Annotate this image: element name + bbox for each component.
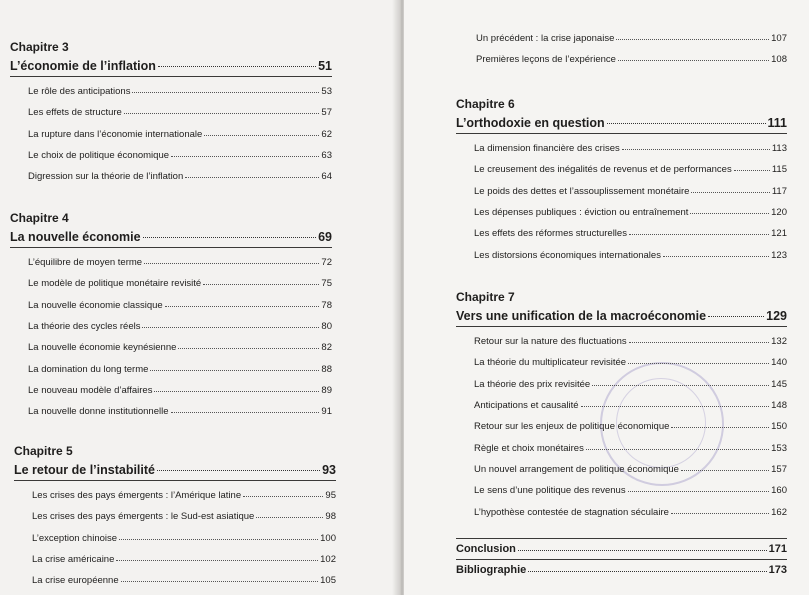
left-page bbox=[0, 0, 400, 595]
entry-title: La théorie des cycles réels bbox=[28, 321, 141, 333]
entry-page: 105 bbox=[320, 575, 336, 587]
chapter-title: Vers une unification de la macroéconomie bbox=[456, 309, 707, 323]
entry-title: Les crises des pays émergents : le Sud-est asiatique bbox=[32, 511, 255, 523]
toc-entry[interactable] bbox=[456, 181, 787, 202]
dot-leaders bbox=[144, 263, 319, 264]
entry-title: La crise européenne bbox=[32, 575, 119, 587]
entry-title: Retour sur la nature des fluctuations bbox=[474, 336, 627, 348]
entry-page: 148 bbox=[771, 400, 787, 412]
dot-leaders bbox=[204, 135, 319, 136]
bibliographie-row[interactable] bbox=[456, 560, 787, 580]
entry-title: Les effets de structure bbox=[28, 107, 122, 119]
entry-page: 153 bbox=[771, 442, 787, 454]
entry-page: 132 bbox=[771, 336, 787, 348]
dot-leaders bbox=[671, 513, 769, 514]
toc-entry[interactable] bbox=[456, 223, 787, 244]
dot-leaders bbox=[592, 385, 769, 386]
entry-page: 107 bbox=[771, 33, 787, 45]
dot-leaders bbox=[124, 113, 320, 114]
entry-title: Le modèle de politique monétaire revisité bbox=[28, 278, 202, 290]
dot-leaders bbox=[618, 60, 769, 61]
toc-entry[interactable] bbox=[456, 459, 787, 480]
dot-leaders bbox=[691, 192, 769, 193]
toc-entry[interactable] bbox=[456, 331, 787, 352]
entry-title: L’équilibre de moyen terme bbox=[28, 257, 143, 269]
dot-leaders bbox=[143, 237, 317, 238]
toc-entry[interactable] bbox=[456, 352, 787, 373]
dot-leaders bbox=[256, 517, 323, 518]
chapter-page: 69 bbox=[318, 230, 332, 244]
entry-title: La nouvelle donne institutionnelle bbox=[28, 406, 169, 418]
entry-title: La nouvelle économie keynésienne bbox=[28, 342, 177, 354]
toc-entry[interactable] bbox=[14, 485, 336, 506]
toc-entry[interactable] bbox=[456, 28, 787, 49]
dot-leaders bbox=[116, 560, 318, 561]
toc-entry[interactable] bbox=[10, 401, 332, 422]
entry-page: 95 bbox=[325, 490, 336, 502]
entry-page: 75 bbox=[321, 278, 332, 290]
entry-title: Premières leçons de l’expérience bbox=[476, 54, 616, 66]
dot-leaders bbox=[616, 39, 769, 40]
toc-entry[interactable] bbox=[456, 49, 787, 70]
chapter-title-row[interactable] bbox=[10, 59, 332, 76]
entry-page: 53 bbox=[321, 86, 332, 98]
chapter-title-row[interactable] bbox=[14, 463, 336, 480]
toc-entry[interactable] bbox=[456, 480, 787, 501]
entry-page: 121 bbox=[771, 228, 787, 240]
conclusion-page: 171 bbox=[768, 543, 787, 555]
dot-leaders bbox=[171, 412, 320, 413]
conclusion-row[interactable] bbox=[456, 539, 787, 559]
toc-entry[interactable] bbox=[10, 316, 332, 337]
entry-page: 157 bbox=[771, 463, 787, 475]
entry-title: Le choix de politique économique bbox=[28, 150, 170, 162]
dot-leaders bbox=[528, 571, 766, 572]
dot-leaders bbox=[158, 66, 316, 67]
entry-title: L’hypothèse contestée de stagnation séculaire bbox=[474, 506, 669, 518]
toc-entry[interactable] bbox=[456, 501, 787, 522]
dot-leaders bbox=[119, 539, 318, 540]
toc-entry[interactable] bbox=[14, 570, 336, 591]
conclusion-title: Conclusion bbox=[456, 543, 516, 555]
entry-page: 140 bbox=[771, 357, 787, 369]
entry-page: 78 bbox=[321, 299, 332, 311]
chapter-4 bbox=[10, 211, 332, 422]
toc-entry[interactable] bbox=[456, 244, 787, 265]
entry-page: 102 bbox=[320, 554, 336, 566]
toc-entry[interactable] bbox=[456, 138, 787, 159]
dot-leaders bbox=[681, 470, 769, 471]
toc-entry[interactable] bbox=[14, 528, 336, 549]
dot-leaders bbox=[121, 581, 319, 582]
chapter-title: La nouvelle économie bbox=[10, 230, 141, 244]
dot-leaders bbox=[165, 306, 320, 307]
entry-title: La crise américaine bbox=[32, 554, 115, 566]
dot-leaders bbox=[243, 496, 323, 497]
dot-leaders bbox=[690, 213, 769, 214]
toc-entry[interactable] bbox=[14, 506, 336, 527]
dot-leaders bbox=[607, 123, 766, 124]
entry-title: La théorie des prix revisitée bbox=[474, 378, 591, 390]
dot-leaders bbox=[171, 156, 319, 157]
dot-leaders bbox=[708, 316, 764, 317]
entry-page: 113 bbox=[771, 143, 787, 155]
toc-entry[interactable] bbox=[10, 166, 332, 187]
entry-page: 89 bbox=[321, 384, 332, 396]
toc-entry[interactable] bbox=[456, 374, 787, 395]
entry-page: 150 bbox=[771, 421, 787, 433]
entry-page: 145 bbox=[771, 378, 787, 390]
chapter-5 bbox=[14, 444, 336, 591]
entry-title: Les distorsions économiques internationales bbox=[474, 249, 661, 261]
entry-title: Un précédent : la crise japonaise bbox=[476, 33, 615, 45]
chapter-title: L’orthodoxie en question bbox=[456, 116, 605, 130]
dot-leaders bbox=[629, 234, 769, 235]
entry-page: 117 bbox=[771, 185, 787, 197]
entry-page: 115 bbox=[771, 164, 787, 176]
chapter-3 bbox=[10, 40, 332, 187]
entry-title: La théorie du multiplicateur revisitée bbox=[474, 357, 627, 369]
entry-page: 120 bbox=[771, 207, 787, 219]
entry-title: Un nouvel arrangement de politique économique bbox=[474, 463, 679, 475]
chapter-label: Chapitre 3 bbox=[10, 40, 69, 54]
chapter-page: 93 bbox=[322, 463, 336, 477]
entry-title: La nouvelle économie classique bbox=[28, 299, 163, 311]
dot-leaders bbox=[734, 170, 770, 171]
entry-page: 57 bbox=[321, 107, 332, 119]
toc-entry[interactable] bbox=[456, 416, 787, 437]
dot-leaders bbox=[518, 550, 767, 551]
entry-title: Digression sur la théorie de l’inflation bbox=[28, 171, 184, 183]
entry-title: La domination du long terme bbox=[28, 363, 149, 375]
dot-leaders bbox=[663, 256, 769, 257]
dot-leaders bbox=[150, 370, 319, 371]
entry-title: Règle et choix monétaires bbox=[474, 442, 584, 454]
entry-page: 72 bbox=[321, 257, 332, 269]
chapter-title-row[interactable] bbox=[456, 116, 787, 133]
dot-leaders bbox=[132, 92, 319, 93]
entry-page: 123 bbox=[771, 249, 787, 261]
toc-entry[interactable] bbox=[14, 549, 336, 570]
entry-page: 80 bbox=[321, 321, 332, 333]
toc-entry[interactable] bbox=[456, 395, 787, 416]
chapter-title-row[interactable] bbox=[456, 309, 787, 326]
chapter-label: Chapitre 5 bbox=[14, 444, 73, 458]
chapter-label: Chapitre 4 bbox=[10, 211, 69, 225]
bibliographie-title: Bibliographie bbox=[456, 564, 527, 576]
chapter-page: 111 bbox=[767, 116, 787, 130]
toc-entry[interactable] bbox=[10, 145, 332, 166]
dot-leaders bbox=[581, 406, 770, 407]
chapter-7 bbox=[456, 290, 787, 523]
entry-title: Anticipations et causalité bbox=[474, 400, 579, 412]
toc-entry[interactable] bbox=[456, 202, 787, 223]
toc-entry[interactable] bbox=[10, 295, 332, 316]
dot-leaders bbox=[154, 391, 319, 392]
dot-leaders bbox=[157, 470, 320, 471]
chapter-label: Chapitre 7 bbox=[456, 290, 515, 304]
entry-title: Les effets des réformes structurelles bbox=[474, 228, 627, 240]
toc-entry[interactable] bbox=[10, 337, 332, 358]
chapter-title-row[interactable] bbox=[10, 230, 332, 247]
toc-entry[interactable] bbox=[10, 102, 332, 123]
entry-title: Les dépenses publiques : éviction ou entraînement bbox=[474, 207, 689, 219]
toc-entry[interactable] bbox=[456, 437, 787, 458]
dot-leaders bbox=[178, 348, 319, 349]
dot-leaders bbox=[185, 177, 319, 178]
entry-page: 88 bbox=[321, 363, 332, 375]
dot-leaders bbox=[671, 427, 769, 428]
chapter-title: L’économie de l’inflation bbox=[10, 59, 156, 73]
entry-page: 108 bbox=[771, 54, 787, 66]
dot-leaders bbox=[629, 342, 770, 343]
entry-page: 160 bbox=[771, 485, 787, 497]
entry-title: Le sens d’une politique des revenus bbox=[474, 485, 626, 497]
dot-leaders bbox=[142, 327, 319, 328]
toc-entry[interactable] bbox=[10, 252, 332, 273]
chapter-6 bbox=[456, 97, 787, 266]
entry-page: 100 bbox=[320, 532, 336, 544]
entry-page: 63 bbox=[321, 150, 332, 162]
entry-title: Retour sur les enjeux de politique économique bbox=[474, 421, 670, 433]
chapter-title: Le retour de l’instabilité bbox=[14, 463, 155, 477]
entry-title: L’exception chinoise bbox=[32, 532, 118, 544]
toc-entry[interactable] bbox=[10, 358, 332, 379]
entry-page: 91 bbox=[321, 406, 332, 418]
dot-leaders bbox=[586, 449, 769, 450]
entry-title: Le poids des dettes et l’assouplissement monétaire bbox=[474, 185, 690, 197]
chapter-label: Chapitre 6 bbox=[456, 97, 515, 111]
toc-entry[interactable] bbox=[10, 273, 332, 294]
toc-entry[interactable] bbox=[10, 380, 332, 401]
bibliographie-page: 173 bbox=[768, 564, 787, 576]
toc-entry[interactable] bbox=[10, 124, 332, 145]
entry-title: Le rôle des anticipations bbox=[28, 86, 131, 98]
toc-entry[interactable] bbox=[10, 81, 332, 102]
toc-entry[interactable] bbox=[456, 159, 787, 180]
entry-page: 162 bbox=[771, 506, 787, 518]
entry-page: 82 bbox=[321, 342, 332, 354]
entry-page: 64 bbox=[321, 171, 332, 183]
dot-leaders bbox=[622, 149, 770, 150]
dot-leaders bbox=[628, 363, 769, 364]
dot-leaders bbox=[203, 284, 319, 285]
chapter-page: 129 bbox=[766, 309, 787, 323]
entry-title: La dimension financière des crises bbox=[474, 143, 620, 155]
entry-title: Le creusement des inégalités de revenus et de performances bbox=[474, 164, 732, 176]
chapter-5-continued bbox=[456, 28, 787, 71]
entry-title: Le nouveau modèle d’affaires bbox=[28, 384, 153, 396]
entry-page: 98 bbox=[325, 511, 336, 523]
entry-title: La rupture dans l’économie internationale bbox=[28, 128, 203, 140]
back-matter bbox=[456, 538, 787, 580]
dot-leaders bbox=[628, 491, 770, 492]
right-page bbox=[404, 0, 809, 595]
entry-title: Les crises des pays émergents : l’Amérique latine bbox=[32, 490, 242, 502]
entry-page: 62 bbox=[321, 128, 332, 140]
chapter-page: 51 bbox=[318, 59, 332, 73]
